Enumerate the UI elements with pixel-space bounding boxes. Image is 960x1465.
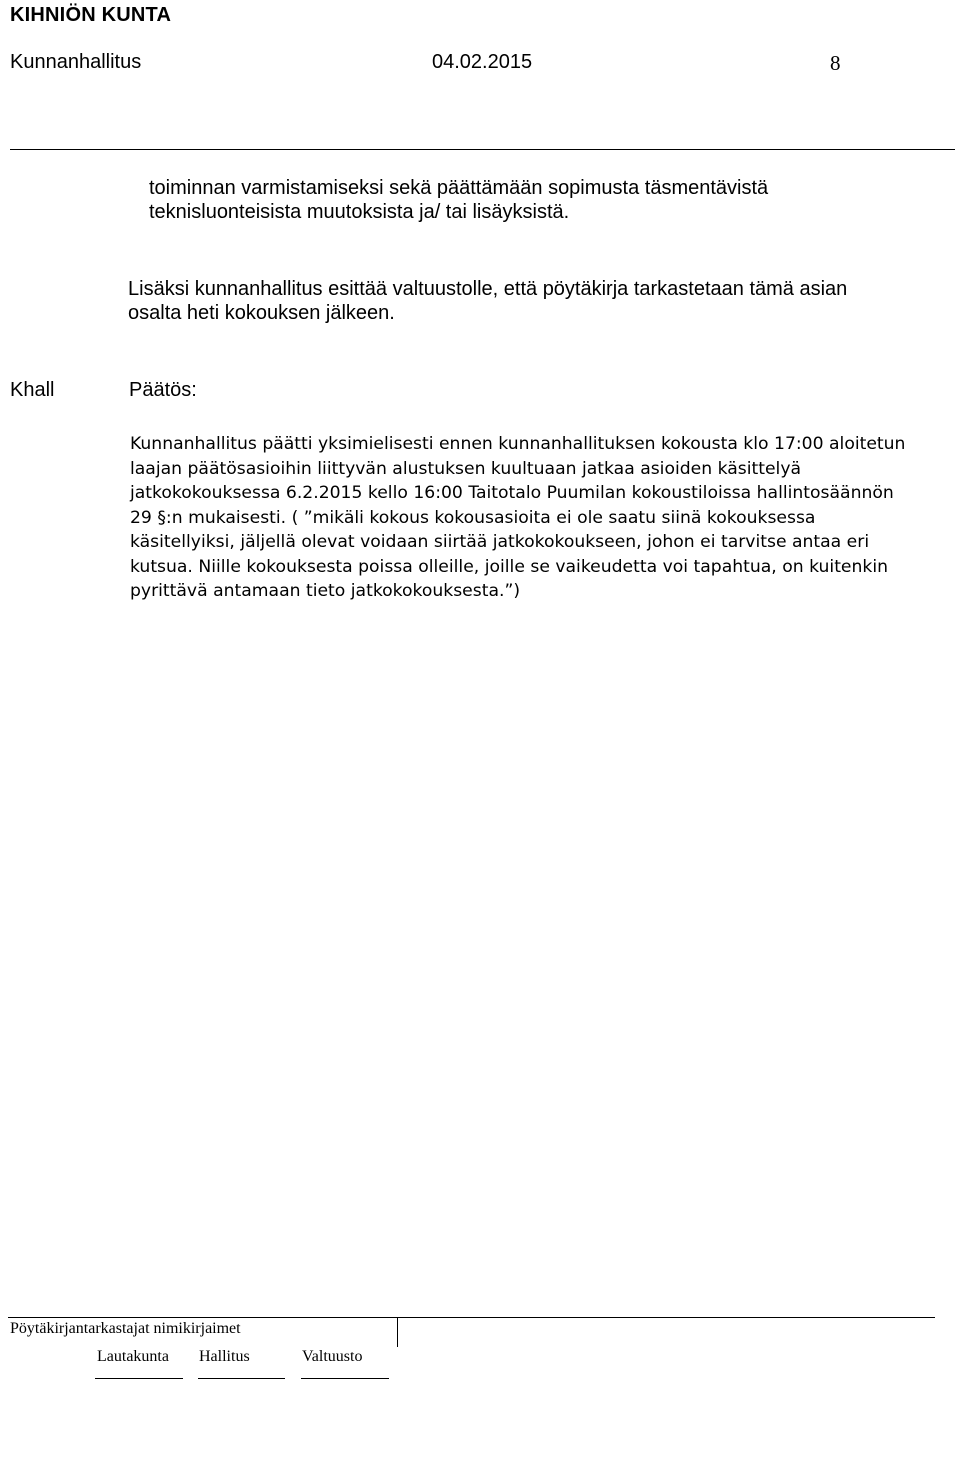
- decision-heading: Päätös:: [129, 379, 197, 401]
- header-divider: [10, 149, 955, 150]
- footer-column-hallitus: Hallitus: [199, 1348, 250, 1365]
- decision-line: 29 §:n mukaisesti. ( ”mikäli kokous kokousasioita ei ole saatu siinä kokouksessa: [130, 507, 816, 528]
- footer-rule: [8, 1317, 935, 1318]
- text-line: teknisluonteisista muutoksista ja/ tai lisäyksistä.: [149, 201, 570, 223]
- organization-name: KIHNIÖN KUNTA: [10, 4, 172, 26]
- text-line: Lisäksi kunnanhallitus esittää valtuustolle, että pöytäkirja tarkastetaan tämä asian: [128, 278, 848, 300]
- decision-line: Kunnanhallitus päätti yksimielisesti ennen kunnanhallituksen kokousta klo 17:00 aloitetun: [130, 434, 906, 454]
- decision-line: käsitellyiksi, jäljellä olevat voidaan siirtää jatkokokoukseen, johon ei tarvitse antaa eri: [130, 532, 870, 552]
- footer-column-valtuusto: Valtuusto: [302, 1348, 363, 1365]
- decision-line: laajan päätösasioihin liittyvän alustuksen kuultuaan jatkaa asioiden käsittelyä: [130, 458, 802, 479]
- meeting-date: 04.02.2015: [432, 51, 533, 73]
- section-label: Khall: [10, 379, 55, 401]
- initials-line-hallitus: [198, 1378, 285, 1379]
- paragraph-continuation: [149, 176, 768, 224]
- initials-line-lautakunta: [95, 1378, 183, 1379]
- initials-line-valtuusto: [301, 1378, 389, 1379]
- page-number: 8: [830, 51, 841, 75]
- text-line: osalta heti kokouksen jälkeen.: [128, 302, 395, 324]
- footer-column-lautakunta: Lautakunta: [97, 1348, 169, 1365]
- footer-title: Pöytäkirjantarkastajat nimikirjaimet: [10, 1320, 241, 1337]
- paragraph-proposal: [128, 277, 847, 325]
- text-line: toiminnan varmistamiseksi sekä päättämään sopimusta täsmentävistä: [149, 177, 769, 199]
- decision-line: pyrittävä antamaan tieto jatkokokouksesta.”): [130, 581, 521, 601]
- decision-text: [130, 432, 905, 604]
- governing-body: Kunnanhallitus: [10, 51, 142, 73]
- decision-line: kutsua. Niille kokouksesta poissa olleille, joille se vaikeudetta voi tapahtua, on kuitenkin: [130, 556, 889, 577]
- decision-line: jatkokokouksessa 6.2.2015 kello 16:00 Taitotalo Puumilan kokoustiloissa hallintosäännön: [130, 483, 894, 503]
- footer-vertical-divider: [397, 1317, 398, 1347]
